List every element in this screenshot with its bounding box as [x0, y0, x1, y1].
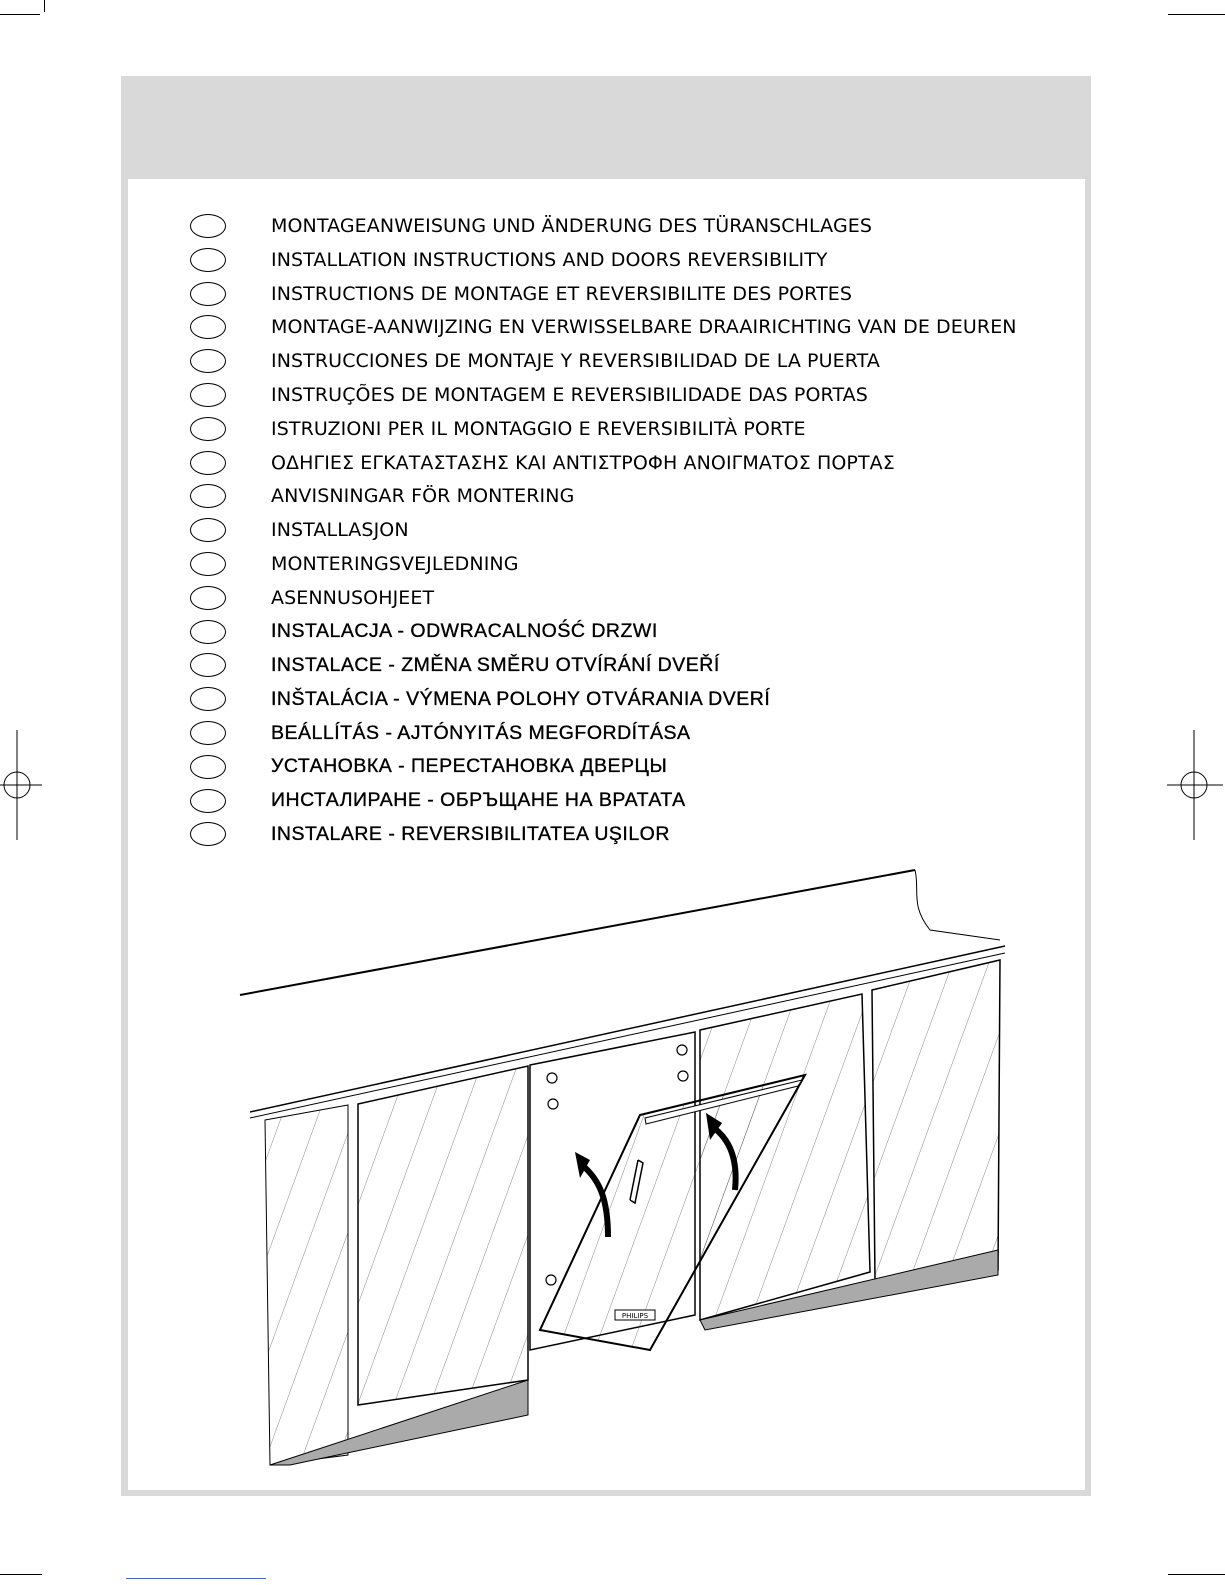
dishwasher-illustration	[230, 860, 1020, 1480]
language-checkbox-icon	[190, 653, 226, 677]
language-label: ANVISNINGAR FÖR MONTERING	[271, 485, 575, 508]
language-checkbox-icon	[190, 282, 226, 306]
crop-mark-top-left-v	[44, 0, 45, 12]
language-checkbox-icon	[190, 315, 226, 339]
registration-mark-left-icon	[0, 730, 45, 840]
language-label: УСТАНОВКА - ПЕРЕСТАНОВКА ДВЕРЦЫ	[271, 755, 668, 778]
language-checkbox-icon	[190, 518, 226, 542]
language-label: ИНСТАЛИРАНЕ - ОБРЪЩАНЕ НА ВРАТАТА	[271, 789, 686, 812]
language-row	[190, 515, 409, 545]
language-row	[190, 650, 720, 680]
language-checkbox-icon	[190, 484, 226, 508]
language-label: INSTRUÇÕES DE MONTAGEM E REVERSIBILIDADE DAS PORTAS	[271, 384, 868, 406]
language-row	[190, 481, 575, 511]
language-row	[190, 312, 1017, 342]
language-checkbox-icon	[190, 349, 226, 373]
crop-mark-bottom-left	[0, 1574, 42, 1575]
language-label: INSTALARE - REVERSIBILITATEA UŞILOR	[271, 822, 670, 845]
language-checkbox-icon	[190, 620, 226, 644]
language-checkbox-icon	[190, 214, 226, 238]
language-row	[190, 279, 853, 309]
language-label: INSTALACJA - ODWRACALNOŚĆ DRZWI	[271, 620, 658, 643]
crop-mark-bottom-right	[1168, 1574, 1225, 1575]
language-label: INŠTALÁCIA - VÝMENA POLOHY OTVÁRANIA DVERÍ	[271, 687, 771, 710]
language-label: INSTALLATION INSTRUCTIONS AND DOORS REVERSIBILITY	[271, 248, 828, 271]
language-label: MONTAGEANWEISUNG UND ÄNDERUNG DES TÜRANSCHLAGES	[271, 215, 873, 237]
language-label: MONTERINGSVEJLEDNING	[271, 553, 519, 575]
language-checkbox-icon	[190, 451, 226, 475]
language-row	[190, 448, 895, 478]
language-label: ISTRUZIONI PER IL MONTAGGIO E REVERSIBILITÀ PORTE	[271, 417, 806, 440]
language-row	[190, 583, 435, 613]
language-label: ASENNUSOHJEET	[271, 586, 435, 609]
language-checkbox-icon	[190, 721, 226, 745]
language-label: INSTALACE - ZMĚNA SMĚRU OTVÍRÁNÍ DVEŘÍ	[271, 653, 720, 676]
crop-mark-top-left	[0, 14, 40, 15]
language-checkbox-icon	[190, 586, 226, 610]
registration-mark-right-icon	[1165, 730, 1225, 840]
crop-mark-top-right	[1168, 14, 1225, 15]
language-row	[190, 684, 771, 714]
language-row	[190, 786, 686, 816]
language-checkbox-icon	[190, 552, 226, 576]
language-checkbox-icon	[190, 687, 226, 711]
language-label: INSTALLASJON	[271, 519, 409, 542]
language-checkbox-icon	[190, 248, 226, 272]
language-row	[190, 819, 670, 849]
brand-logo: PHILIPS	[621, 1312, 649, 1320]
language-checkbox-icon	[190, 417, 226, 441]
language-label: ΟΔΗΓΙΕΣ ΕΓΚΑΤΑΣΤΑΣΗΣ ΚΑΙ ΑΝΤΙΣΤΡΟΦΗ ΑΝΟΙΓΜΑΤΟΣ ΠΟΡΤΑΣ	[271, 451, 895, 474]
language-checkbox-icon	[190, 789, 226, 813]
language-checkbox-icon	[190, 383, 226, 407]
language-row	[190, 617, 658, 647]
language-checkbox-icon	[190, 755, 226, 779]
language-row	[190, 380, 868, 410]
language-row	[190, 211, 873, 241]
language-row	[190, 414, 806, 444]
language-label: INSTRUCTIONS DE MONTAGE ET REVERSIBILITE DES PORTES	[271, 282, 853, 305]
language-row	[190, 549, 519, 579]
language-label: MONTAGE-AANWIJZING EN VERWISSELBARE DRAAIRICHTING VAN DE DEUREN	[271, 316, 1017, 339]
language-label: BEÁLLÍTÁS - AJTÓNYITÁS MEGFORDÍTÁSA	[271, 721, 691, 744]
language-row	[190, 346, 880, 376]
language-row	[190, 718, 691, 748]
language-label: INSTRUCCIONES DE MONTAJE Y REVERSIBILIDAD DE LA PUERTA	[271, 350, 880, 373]
language-row	[190, 245, 828, 275]
footer-rule	[126, 1578, 266, 1579]
language-checkbox-icon	[190, 822, 226, 846]
language-row	[190, 752, 668, 782]
